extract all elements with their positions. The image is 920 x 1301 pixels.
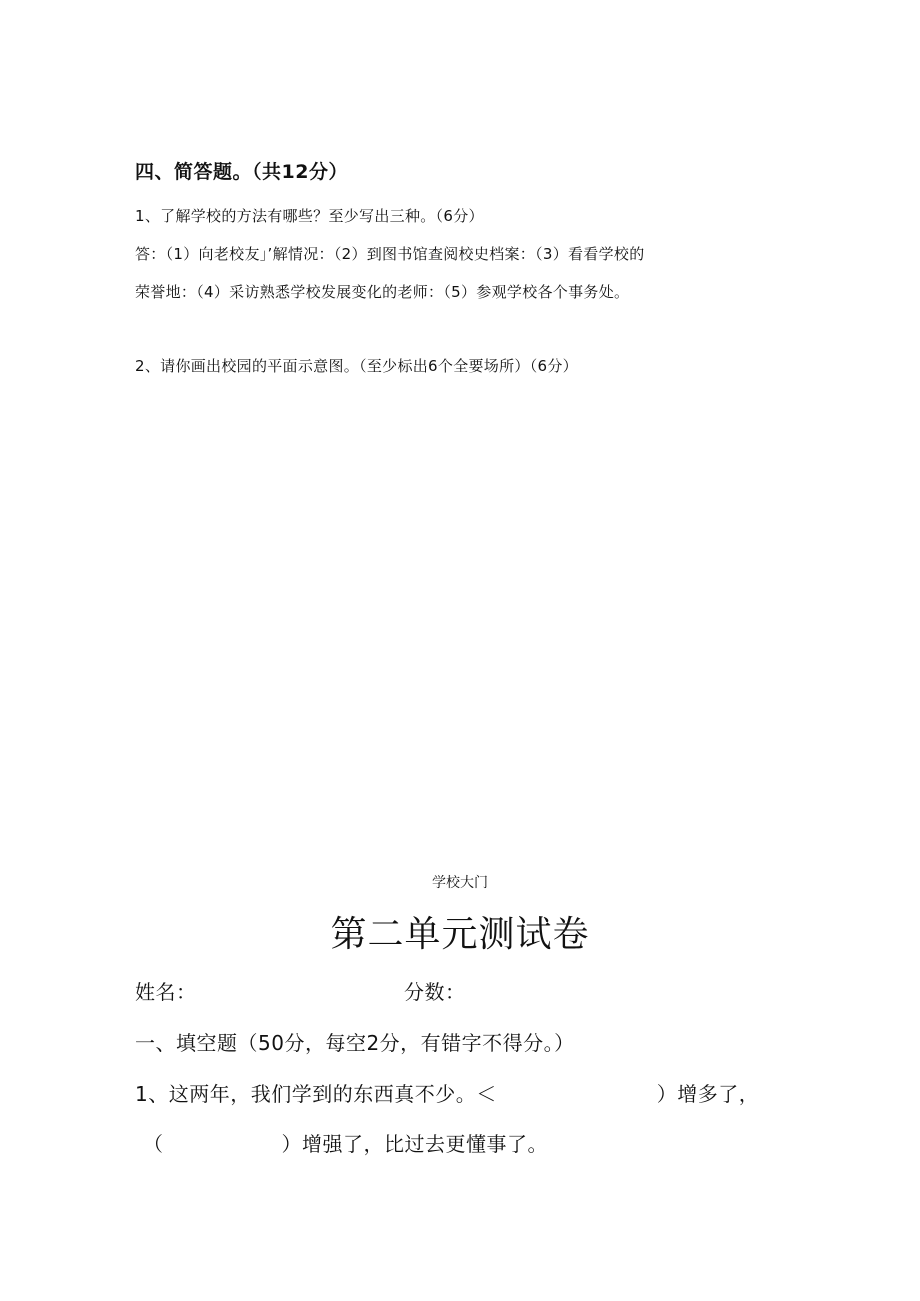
school-gate-label: 学校大门 [432, 875, 488, 891]
answer-1-line-1: 答：（1）向老校友」’解情况：（2）到图书馆查阅校史档案：（3）看看学校的 [135, 245, 645, 263]
fill-question-1-text-b: ）增多了， [656, 1082, 760, 1106]
fill-question-1-line-1 [135, 1078, 759, 1107]
section-title: 四、简答题。（共12分） [135, 161, 348, 183]
score-label: 分数： [404, 980, 466, 1004]
fill-question-1-text-a: 1、这两年，我们学到的东西真不少。＜ [135, 1082, 497, 1106]
fill-question-1-line-2 [143, 1128, 548, 1157]
name-label: 姓名： [135, 980, 197, 1004]
fill-question-1-text-d: ）增强了，比过去更懂事了。 [281, 1132, 548, 1156]
test-title: 第二单元测试卷 [330, 914, 590, 955]
fill-in-section-title: 一、填空题（50分，每空2分，有错字不得分。） [135, 1031, 575, 1055]
question-2: 2、请你画出校园的平面示意图。（至少标出6个全要场所）（6分） [135, 357, 578, 375]
answer-1-line-2: 荣誉地：（4）采访熟悉学校发展变化的老师：（5）参观学校各个事务处。 [135, 283, 630, 301]
fill-question-1-text-c: （ [143, 1132, 164, 1156]
question-1: 1、了解学校的方法有哪些？至少写出三种。（6分） [135, 207, 484, 225]
